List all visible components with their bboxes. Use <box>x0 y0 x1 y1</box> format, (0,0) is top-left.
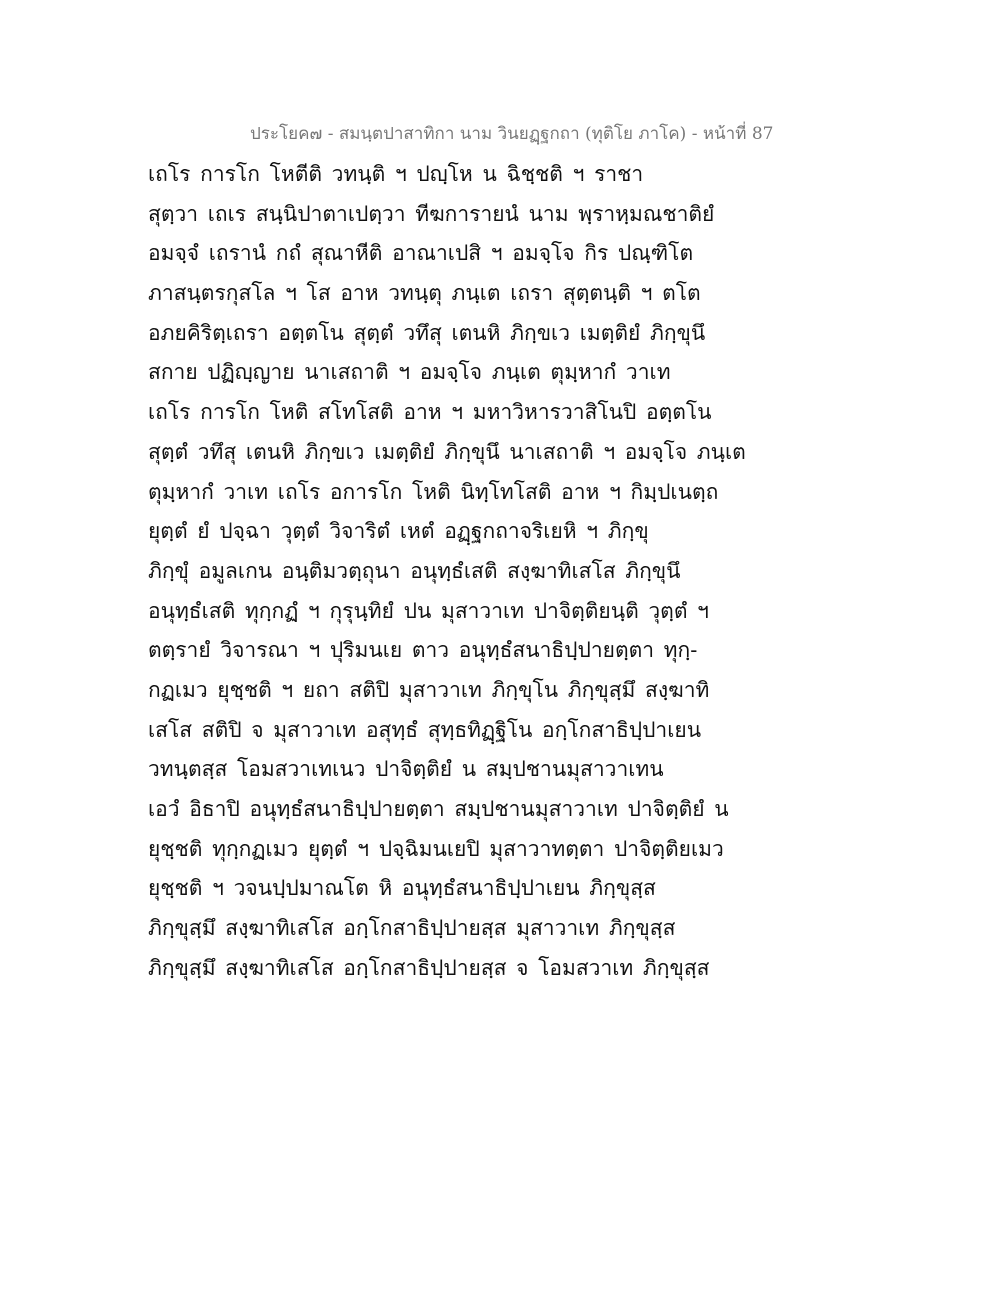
text-line-4: ภาสนฺตรกุสโล ฯ โส อาห วทนฺตุ ภนฺเต เถรา สุตฺตนฺติ ฯ ตโต <box>148 281 701 306</box>
text-line-6: สกาย ปฏิญฺญาย นาเสถาติ ฯ อมจฺโจ ภนฺเต ตุมฺหากํ วาเท <box>148 360 671 385</box>
text-line-16: วทนฺตสฺส โอมสวาเทเนว ปาจิตฺติยํ น สมฺปชานมุสาวาเทน <box>148 757 664 782</box>
running-header: ประโยค๗ - สมนฺตปาสาทิกา นาม วินยฏฺฐกถา (ทุติโย ภาโค) - หน้าที่ 87 <box>250 124 774 144</box>
text-line-10: ยุตฺตํ ยํ ปจฺฉา วุตฺตํ วิจาริตํ เหตํ อฏฺฐกถาจริเยหิ ฯ ภิกฺขุ <box>148 519 649 544</box>
body-text <box>148 155 746 988</box>
text-line-13: ตตฺรายํ วิจารณา ฯ ปุริมนเย ตาว อนุทฺธํสนาธิปฺปายตฺตา ทุกฺ- <box>148 638 698 663</box>
text-line-21: ภิกฺขุสฺมึ สงฺฆาทิเสโส อกฺโกสาธิปฺปายสฺส จ โอมสวาเท ภิกฺขุสฺส <box>148 955 710 980</box>
text-line-20: ภิกฺขุสฺมึ สงฺฆาทิเสโส อกฺโกสาธิปฺปายสฺส มุสาวาเท ภิกฺขุสฺส <box>148 916 676 941</box>
text-line-9: ตุมฺหากํ วาเท เถโร อการโก โหติ นิทฺโทโสติ อาห ฯ กิมฺปเนตฺถ <box>148 479 719 504</box>
text-line-12: อนุทฺธํเสติ ทุกฺกฏํ ฯ กุรุนฺทิยํ ปน มุสาวาเท ปาจิตฺติยนฺติ วุตฺตํ ฯ <box>148 598 709 623</box>
text-line-5: อภยคิริตฺเถรา อตฺตโน สุตฺตํ วทึสุ เตนหิ ภิกฺขเว เมตฺติยํ ภิกฺขุนึ <box>148 320 706 345</box>
text-line-2: สุตฺวา เถเร สนฺนิปาตาเปตฺวา ทีฆการายนํ นาม พฺราหฺมณชาติยํ <box>148 201 715 226</box>
text-line-8: สุตฺตํ วทึสุ เตนหิ ภิกฺขเว เมตฺติยํ ภิกฺขุนึ นาเสถาติ ฯ อมจฺโจ ภนฺเต <box>148 439 746 464</box>
text-line-7: เถโร การโก โหติ สโทโสติ อาห ฯ มหาวิหารวาสิโนปิ อตฺตโน <box>148 400 712 425</box>
text-line-3: อมจฺจํ เถรานํ กถํ สุณาหีติ อาณาเปสิ ฯ อมจฺโจ กิร ปณฺฑิโต <box>148 241 694 266</box>
text-line-18: ยุชฺชติ ทุกฺกฏเมว ยุตฺตํ ฯ ปจฺฉิมนเยปิ มุสาวาทตฺตา ปาจิตฺติยเมว <box>148 836 724 861</box>
text-line-1: เถโร การโก โหตีติ วทนฺติ ฯ ปญฺโห น ฉิชฺชติ ฯ ราชา <box>148 162 644 186</box>
text-line-14: กฏเมว ยุชฺชติ ฯ ยถา สติปิ มุสาวาเท ภิกฺขุโน ภิกฺขุสฺมึ สงฺฆาทิ <box>148 677 710 702</box>
text-line-15: เสโส สติปิ จ มุสาวาเท อสุทฺธํ สุทฺธทิฏฺฐิโน อกฺโกสาธิปฺปาเยน <box>148 717 702 742</box>
text-line-19: ยุชฺชติ ฯ วจนปฺปมาณโต หิ อนุทฺธํสนาธิปฺปาเยน ภิกฺขุสฺส <box>148 876 656 901</box>
text-line-17: เอวํ อิธาปิ อนุทฺธํสนาธิปฺปายตฺตา สมฺปชานมุสาวาเท ปาจิตฺติยํ น <box>148 797 729 821</box>
text-line-11: ภิกฺขุํ อมูลเกน อนฺติมวตฺถุนา อนุทฺธํเสติ สงฺฆาทิเสโส ภิกฺขุนึ <box>148 558 681 583</box>
